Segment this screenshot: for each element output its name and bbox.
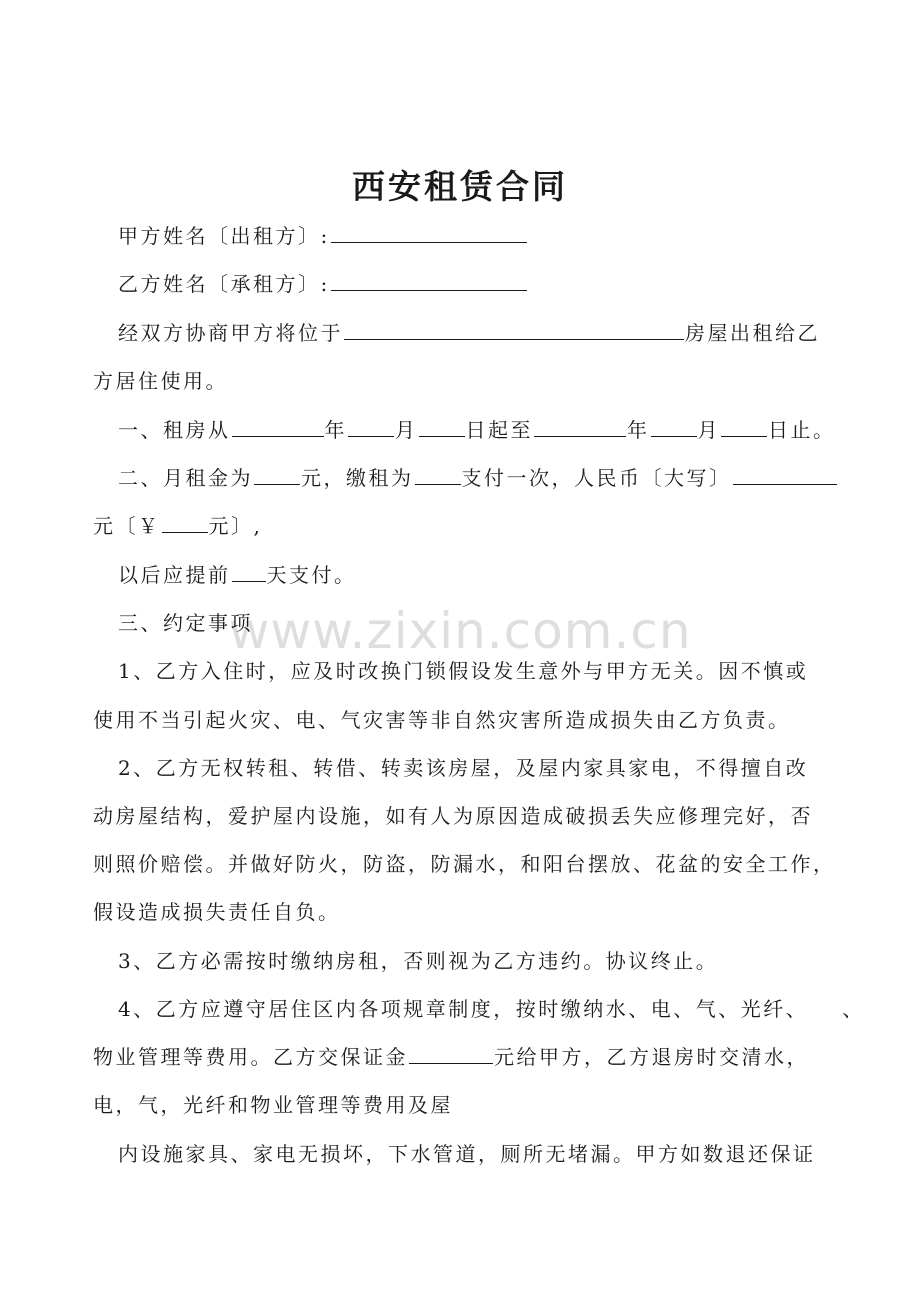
clause-1-line-2: 使用不当引起火灾、电、气灾害等非自然灾害所造成损失由乙方负责。 (93, 708, 791, 732)
party-b-label: 乙方姓名〔承租方〕: (118, 272, 330, 296)
clause-4-line-3: 电，气，光纤和物业管理等费用及屋 (93, 1093, 453, 1117)
watermark: www.zixin.com.cn (228, 602, 692, 660)
clause-4-deposit-text-b: 元给甲方，乙方退房时交清水， (494, 1045, 809, 1069)
advance-text: 以后应提前 (118, 563, 231, 587)
party-a-label: 甲方姓名〔出租方〕: (118, 224, 330, 248)
clause-4-line-2 (93, 1042, 809, 1072)
document-title: 西安租赁合同 (352, 167, 568, 206)
advance-text-b: 天支付。 (266, 563, 357, 587)
end-year-blank[interactable] (534, 416, 626, 437)
term-end-month-label: 月 (697, 418, 720, 442)
rent-text: 二、月租金为 (118, 466, 253, 490)
clause-2-line-2: 动房屋结构，爱护屋内设施，如有人为原因造成破损丢失应修理完好，否 (93, 804, 813, 828)
rent-line-cont (93, 511, 262, 541)
rent-text-b: 元，缴租为 (301, 466, 414, 490)
party-b-line (118, 269, 528, 299)
clause-2-line-1: 2、乙方无权转租、转借、转卖该房屋，及屋内家具家电，不得擅自改 (118, 756, 809, 780)
rent-line (118, 463, 838, 493)
rent-yuan-text: 元〔￥ (93, 514, 161, 538)
rent-text-c: 支付一次，人民币〔大写〕 (461, 466, 732, 490)
clause-4-deposit-text: 物业管理等费用。乙方交保证金 (93, 1045, 408, 1069)
clause-4-line-1 (118, 994, 865, 1024)
term-line (118, 415, 836, 445)
property-line (118, 318, 820, 348)
property-text-a: 经双方协商甲方将位于 (118, 321, 343, 345)
deposit-blank[interactable] (409, 1043, 493, 1064)
term-text: 一、租房从 (118, 418, 231, 442)
advance-line (118, 560, 357, 590)
advance-days-blank[interactable] (232, 561, 266, 582)
start-year-blank[interactable] (232, 416, 324, 437)
end-day-blank[interactable] (721, 416, 767, 437)
party-a-line (118, 221, 528, 251)
clause-2-line-3: 则照价赔偿。并做好防火，防盗，防漏水，和阳台摆放、花盆的安全工作， (93, 852, 836, 876)
term-year-label: 年 (324, 418, 347, 442)
property-address-blank[interactable] (344, 319, 684, 340)
clause-2-line-4: 假设造成损失责任自负。 (93, 900, 341, 924)
section-three-heading: 三、约定事项 (118, 611, 253, 635)
term-month-label: 月 (395, 418, 418, 442)
property-text-b: 房屋出租给乙 (685, 321, 820, 345)
start-day-blank[interactable] (419, 416, 465, 437)
clause-4-line-4: 内设施家具、家电无损坏，下水管道，厕所无堵漏。甲方如数退还保证 (118, 1142, 816, 1166)
party-b-blank[interactable] (331, 270, 527, 291)
clause-1-line-1: 1、乙方入住时，应及时改换门锁假设发生意外与甲方无关。因不慎或 (118, 659, 809, 683)
amount-digits-blank[interactable] (162, 512, 208, 533)
term-end-day-label: 日止。 (768, 418, 836, 442)
clause-4-text-a: 4、乙方应遵守居住区内各项规章制度，按时缴纳水、电、气、光纤、 (118, 997, 809, 1021)
party-a-blank[interactable] (331, 222, 527, 243)
end-month-blank[interactable] (651, 416, 697, 437)
clause-3-line-1: 3、乙方必需按时缴纳房租，否则视为乙方违约。协议终止。 (118, 949, 719, 973)
amount-words-blank[interactable] (733, 464, 837, 485)
start-month-blank[interactable] (348, 416, 394, 437)
monthly-rent-blank[interactable] (254, 464, 300, 485)
rent-yuan-close: 元〕, (208, 514, 263, 538)
clause-4-text-b: 、 (842, 997, 865, 1021)
property-line-cont: 方居住使用。 (93, 369, 228, 393)
term-day-label: 日起至 (465, 418, 533, 442)
term-end-year-label: 年 (627, 418, 650, 442)
payment-period-blank[interactable] (415, 464, 461, 485)
